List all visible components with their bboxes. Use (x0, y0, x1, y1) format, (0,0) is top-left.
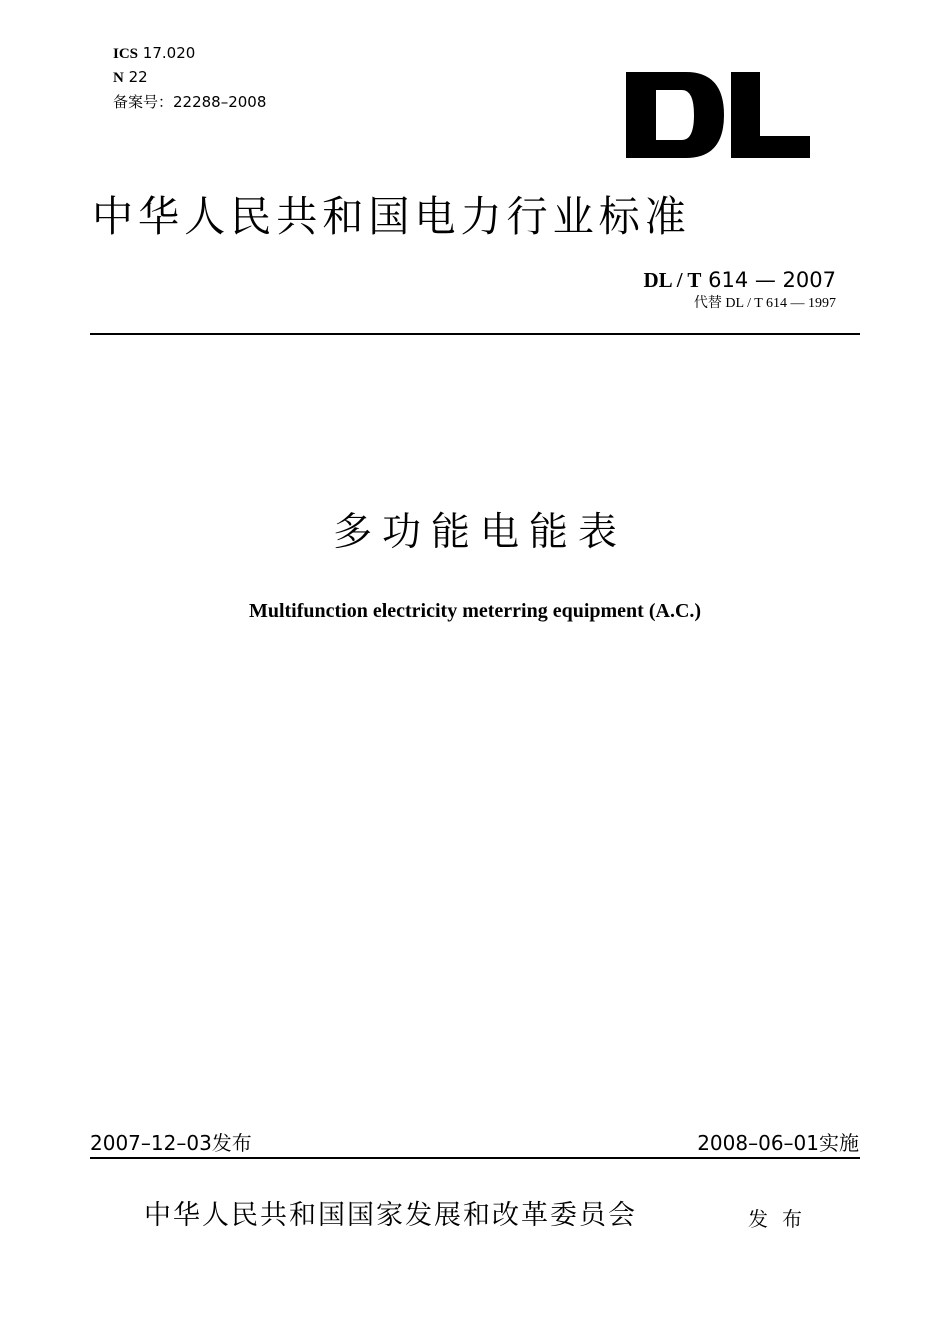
standard-code: DL / T (643, 268, 702, 292)
publisher-name: 中华人民共和国国家发展和改革委员会 (144, 1200, 637, 1231)
classification-label: N (113, 70, 124, 86)
header-divider (90, 333, 860, 335)
ics-code (113, 43, 195, 64)
effective-date: 2008–06–01实施 (697, 1131, 859, 1155)
publish-label: 发布 (748, 1207, 816, 1231)
standard-number (643, 266, 836, 294)
ics-label: ICS (113, 46, 139, 62)
standard-number-value: 614 — 2007 (708, 268, 836, 292)
dl-logo (626, 72, 810, 158)
dl-logo-letter-l (731, 72, 810, 158)
document-english-title: Multifunction electricity meterring equipment (A.C.) (248, 600, 702, 622)
standard-category-title: 中华人民共和国电力行业标准 (92, 192, 691, 241)
footer-divider (90, 1157, 860, 1159)
dl-logo-letter-d (626, 72, 724, 158)
ics-value: 17.020 (142, 44, 196, 62)
classification-code (113, 67, 148, 88)
document-title: 多功能电能表 (332, 510, 627, 555)
classification-value: 22 (128, 68, 148, 86)
record-number: 备案号：22288–2008 (113, 93, 267, 111)
replaces-standard: 代替 DL / T 614 — 1997 (693, 296, 836, 311)
issue-date: 2007–12–03发布 (90, 1131, 252, 1155)
